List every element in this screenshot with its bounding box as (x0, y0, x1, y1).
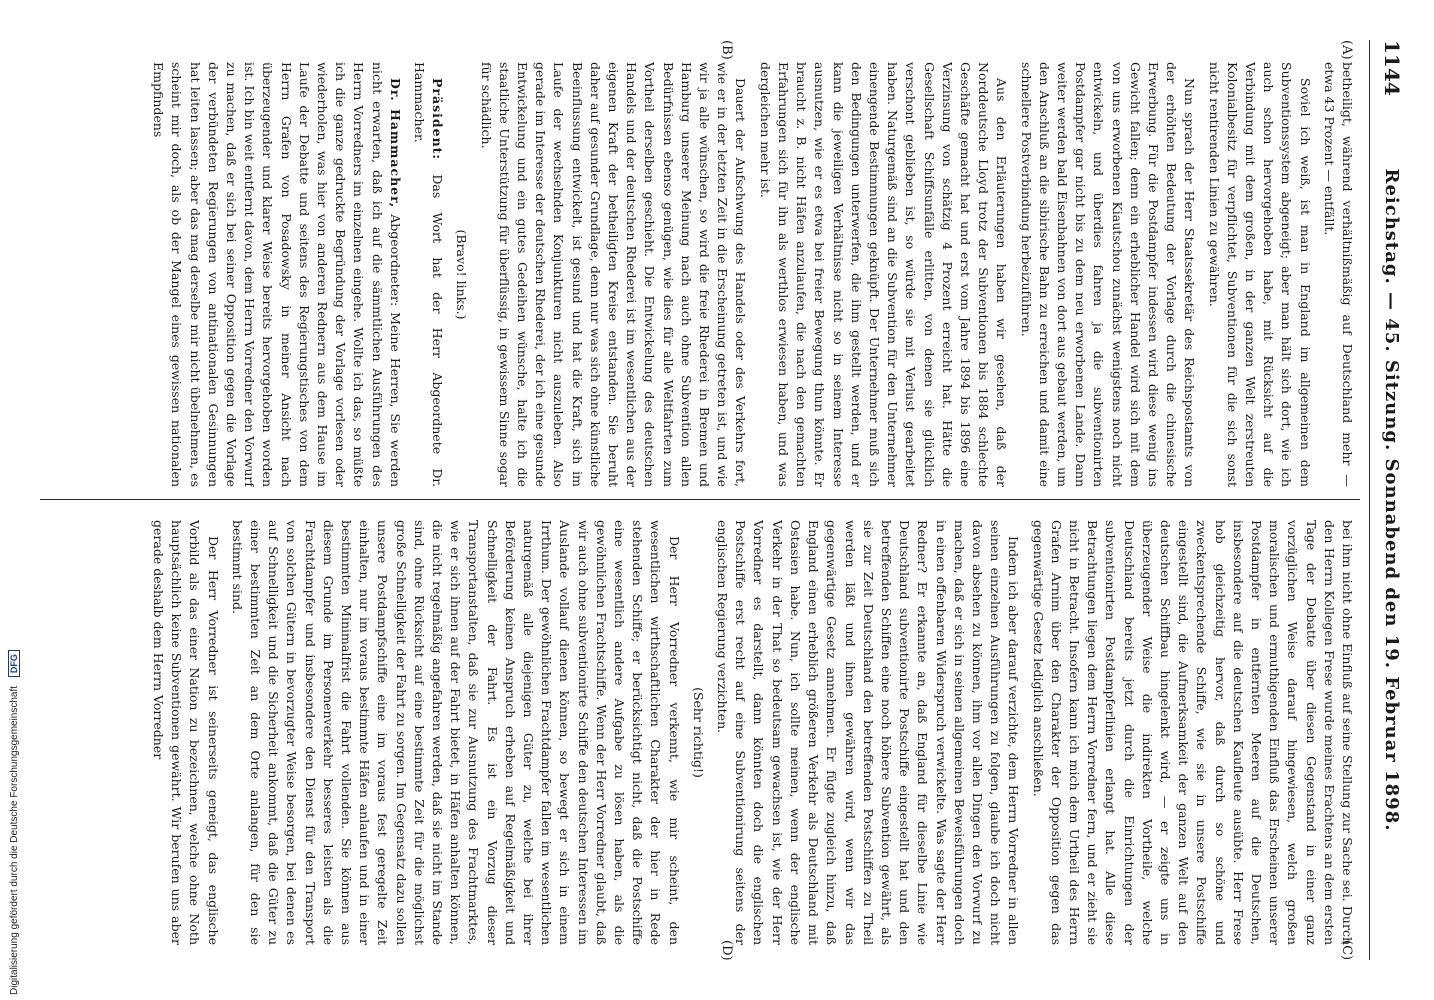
left-column (46, 62, 1356, 487)
page-header (1369, 40, 1410, 960)
paragraph: Indem ich aber darauf verzichte, dem Herrn Vorredner in allen seinen einzelnen Ausführungen zu folgen, glaube ich doch nicht davon absehen zu können, ihm vor allen Dingen den Vorwurf zu machen, daß er sich in seinen allgemeinen Beweisführungen doch in einen offenbaren Widerspruch verwickelte. Was sagte der Herr Redner? Er erkannte an, daß England für dieselbe Linie wie Deutschland subventionirte Postschiffe eingestellt hat und den betreffenden Schiffen eine noch höhere Subvention gewährt, als sie zur Zeit Deutschland den betreffenden Postschiffen zu Theil werden läßt und ihnen gewähren wird, wenn wir das gegenwärtige Gesetz annehmen. Er fügte zugleich hinzu, daß England einen erheblich größeren Verkehr als Deutschland mit Ostasien habe. Nun, ich sollte meinen, wenn der englische Verkehr in der That so bedeutsam gewachsen ist, wie der Herr Vorredner es darstellt, dann könnten doch die englischen Postschiffe erst recht auf eine Subventionirung seitens der englischen Regierung verzichten. (715, 520, 1022, 945)
applause-note: (Bravo! links.) (454, 229, 470, 320)
paragraph: Dauert der Aufschwung des Handels oder des Verkehrs fort, wie er in der letzten Zeit in die Erscheinung getreten ist, und wie wir ja alle wünschen, so wird die freie Rhederei in Bremen und Hamburg unserer Meinung nach auch ohne Subvention allen Bedürfnissen ebenso genügen, wie dies für alle Weltfahrten zum Vortheil derselben geschieht. Die Entwickelung des deutschen Handels und der deutschen Rhederei ist im wesentlichen aus der eigenen Kraft der betheiligten Kreise entstanden. Sie beruht daher auf gesunder Grundlage, denn nur was sich ohne künstliche Beeinflussung entwickelt, ist gesund und hat die Kraft, sich im Laufe der wechselnden Konjunkturen nicht auszuleben. Also gerade im Interesse der deutschen Rhederei, der ich eine gesunde Entwickelung und ein gutes Gedeihen wünsche, halte ich die staatliche Unterstützung für überflüssig, in gewissem Sinne sogar für schädlich. (478, 62, 749, 487)
speaker-label: Dr. Hammacher, (387, 78, 403, 209)
right-column (46, 520, 1356, 945)
margin-mark-d: (D) (719, 940, 734, 961)
running-title: Reichstag. — 45. Sitzung. Sonnabend den 19. Februar 1898. (1381, 168, 1402, 832)
page-number: 1144 (1380, 40, 1404, 96)
column-divider (40, 499, 1360, 500)
speech-text: Abgeordneter: Meine Herren, Sie werden nicht erwarten, daß ich auf die sämmtlichen Ausführungen des Herrn Vorredners im einzelnen eingehe. Wollte ich das, so müßte ich die ganze gedruckte Begründung der Vorlage vorlesen oder wiederholen, was hier von anderen Rednern aus dem Hause im Laufe der Debatte und seitens des Regierungstisches von dem Herrn Grafen von Posadowsky in meiner Ansicht nach überzeugender und klarer Weise bereits hervorgehoben worden ist. Ich bin weit entfernt davon, dem Herrn Vorredner den Vorwurf zu machen, daß er sich bei seiner Opposition gegen die Vorlage der verbündeten Regierungen von antinationalen Gesinnungen hat leiten lassen; aber das mag derselbe mir nicht übelnehmen, es scheint mir doch, als ob der Mangel eines gewissen nationalen Empfindens (151, 62, 403, 487)
credit-text: Digitalisierung gefördert durch die Deutsche Forschungsgemeinschaft (9, 685, 20, 995)
paragraph: Soviel ich weiß, ist man in England im allgemeinen dem Subventionssystem abgeneigt; aber man hält sich dort, wie ich auch schon hervorgehoben habe, mit Rücksicht auf die Verbindung mit dem großen, in der ganzen Welt zerstreuten Kolonialbesitz für verpflichtet, Subventionen für die sich sonst nicht rentirenden Linien zu gewähren. (1206, 62, 1313, 487)
president-remark (410, 62, 446, 487)
paragraph: Aus den Erläuterungen haben wir gesehen, daß der Norddeutsche Lloyd trotz der Subventionen bis 1884 schlechte Geschäfte gemacht hat und erst vom Jahre 1894 bis 1896 eine Verzinsung von schätzig 4 Prozent erreicht hat. Hätte die Gesellschaft Schiffsunfälle erlitten, von denen sie glücklich verschont geblieben ist, so würde sie mit Verlust gearbeitet haben. Naturgemäß sind an die Subvention für den Unternehmer einengende Bestimmungen geknüpft. Der Unternehmer muß sich den Bedingungen unterwerfen, die ihm gestellt werden, und er kann die jeweiligen Verhältnisse nicht so in seinem Interesse ausnutzen, wie er es etwa bei freier Bewegung thun könnte. Er braucht z. B. nicht Häfen anzulaufen, die nach den gemachten Erfahrungen sich für ihn als werthlos erwiesen haben, und was dergleichen mehr ist. (757, 62, 1010, 487)
margin-mark-a: (A) (1339, 40, 1354, 60)
paragraph: Der Herr Vorredner verkennt, wie mir scheint, den wesentlichen wirthschaftlichen Charakter der hier in Rede stehenden Schiffe; er berücksichtigt nicht, daß die Postschiffe eine wesentlich andere Aufgabe zu lösen haben, als die gewöhnlichen Frachtschiffe. Wenn der Herr Vorredner glaubt, daß wir auch ohne subventionirte Schiffe den deutschen Interessen im Auslande vollauf dienen können, so bewegt er sich in einem Irrthum. Der gewöhnlichen Frachtdampfer fallen im wesentlichen naturgemäß alle diejenigen Güter zu, welche bei ihrer Beförderung keinen Anspruch erheben auf Regelmäßigkeit und Schnelligkeit der Fahrt. Es ist ein Vorzug dieser Transportanstalten, daß sie zur Ausnutzung des Frachtmarktes, wie er sich ihnen auf der Fahrt bietet, in Häfen anhalten können, die nicht regelmäßig angefahren werden, daß sie nicht im Stande sind, ohne Rücksicht auf eine bestimmte Zeit für die möglichst große Schnelligkeit der Fahrt zu sorgen. Im Gegensatz dazu sollen unsere Postdampfschiffe eine im voraus fest geregelte Zeit einhalten, nur im voraus bestimmte Häfen anlaufen und in einer bestimmten Minimalfrist die Fahrt vollenden. Sie können aus diesem Grunde im Personenverkehr besseres leisten als die Frachtdampfer und insbesondere den Dienst für den Transport von solchen Gütern in bevorzugter Weise besorgen, bei denen es auf Schnelligkeit und die Sicherheit ankommt, daß die Güter zu einer bestimmten Zeit an dem Orte anlangen, für den sie bestimmt sind. (229, 520, 682, 945)
paragraph: Nun sprach der Herr Staatssekretär des Reichspostamts von der erhöhten Bedeutung der Vorlage durch die chinesische Erwerbung. Für die Postdampfer indessen wird diese wenig ins Gewicht fallen; denn ein erheblicher Handel wird sich mit dem von uns erworbenen Kiautschou zunächst wenigstens noch nicht entwickeln, und überdies fahren ja die subventionirten Postdampfer gar nicht bis zu dem neu erworbenen Lande. Dann weiter werden bald Eisenbahnen von dort aus gebaut werden, um den Anschluß an die sibirische Bahn zu erreichen und damit eine schnellere Postverbindung herbeizuführen. (1018, 62, 1198, 487)
paragraph: bei ihm nicht ohne Einfluß auf seine Stellung zur Sache sei. Durch den Herrn Kollegen Frese wurde meines Erachtens an dem ersten Tage der Debatte über diesen Gegenstand in einer ganz vorzüglichen Weise darauf hingewiesen, welch großen moralischen und ermuthigenden Einfluß das Erscheinen unserer Postdampfer in entfernten Meeren auf die Deutschen, insbesondere auf die deutschen Kaufleute ausübte. Herr Frese hob gleichzeitig hervor, daß durch so schöne und zweckentsprechende Schiffe, wie sie in unsere Postschiffe eingestellt sind, die Aufmerksamkeit der ganzen Welt auf den deutschen Schiffbau hingelenkt wird, — er zeigte uns in überzeugender Weise die indirekten Vortheile, welche Deutschland bereits jetzt durch die Einrichtungen der subventionirten Postdampferlinien erlangt hat. Alle diese Betrachtungen liegen dem Herrn Vorredner fern, und er zieht sie nicht in Betracht. Insofern kann ich mich dem Urtheil des Herrn Grafen Arnim über den Charakter der Opposition gegen das gegenwärtige Gesetz lediglich anschließen. (1030, 520, 1355, 945)
paragraph: Der Herr Vorredner ist seinerseits geneigt, das englische Vorbild als das einer Nation zu bezeichnen, welche ohne Noth hauptsächlich keine Subventionen gewährt. Wir berufen uns aber gerade deshalb dem Herrn Vorredner (151, 520, 221, 945)
speech-paragraph (149, 62, 404, 487)
paragraph: betheiligt, während verhältnißmäßig auf Deutschland mehr — etwa 43 Prozent — entfällt. (1321, 62, 1355, 487)
interjection-note: (Sehr richtig!) (690, 687, 706, 778)
margin-mark-c: (C) (1339, 940, 1354, 961)
speaker-label: Präsident: (430, 78, 446, 161)
margin-mark-b: (B) (719, 40, 734, 60)
dfg-logo: DFG (8, 650, 20, 677)
speech-text: Das Wort hat der Herr Abgeordnete Dr. Hammacher. (412, 62, 446, 487)
